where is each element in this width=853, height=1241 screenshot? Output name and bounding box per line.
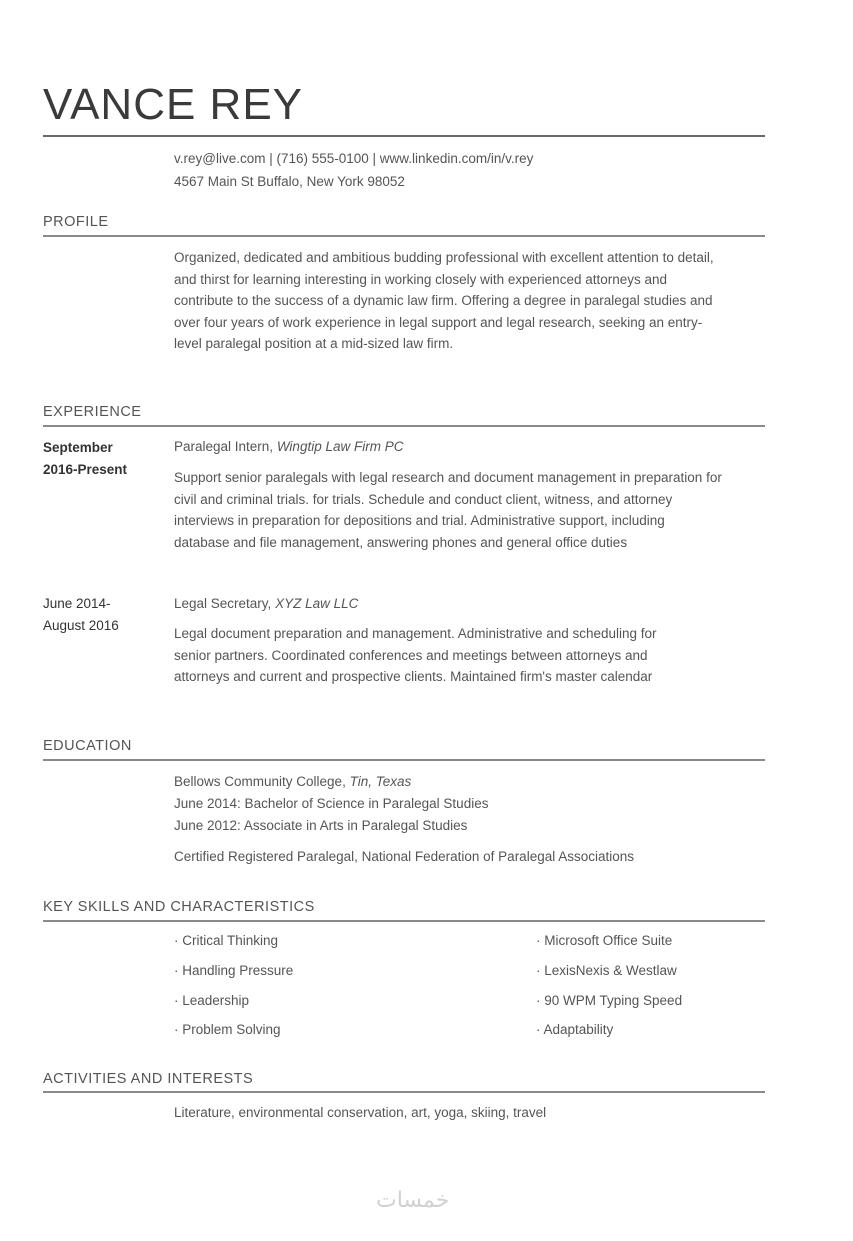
skills-rule [43,920,765,922]
profile-heading: PROFILE [43,214,109,230]
job-2-company: XYZ Law LLC [275,596,359,611]
education-school-name: Bellows Community College, [174,774,350,789]
education-heading: EDUCATION [43,738,132,754]
job-2-description: Legal document preparation and management. Administrative and scheduling for senior partners. Coordinated conferences and meetings between attorneys and attorneys and current and prospective clients. Maintained firm's master calendar [174,626,657,685]
skill-left-4: · Problem Solving [174,1022,281,1037]
job-1-company: Wingtip Law Firm PC [276,439,404,454]
profile-text: Organized, dedicated and ambitious budding professional with excellent attention to detail, and thirst for learning interesting in working closely with experienced attorneys and contribute to the success of a dynamic law firm. Offering a degree in paralegal studies and over four years of work experience in legal support and legal research, seeking an entry-level paralegal position at a mid-sized law firm. [174,250,714,352]
activities-text: Literature, environmental conservation, art, yoga, skiing, travel [174,1105,547,1120]
job-2-role: Legal Secretary, [174,596,276,611]
skill-left-3: · Leadership [174,993,250,1008]
job-2-date-end: August 2016 [43,618,119,633]
skill-left-1: · Critical Thinking [174,933,279,948]
skill-right-4: · Adaptability [536,1022,614,1037]
education-rule [43,759,765,761]
education-location: Tin, Texas [349,774,412,789]
job-2-date-start: June 2014- [43,596,111,611]
experience-heading: EXPERIENCE [43,404,142,420]
header-rule [43,135,765,137]
contact-line-2: 4567 Main St Buffalo, New York 98052 [174,174,405,189]
activities-rule [43,1091,765,1093]
job-2-title [174,596,358,611]
contact-line-1: v.rey@live.com | (716) 555-0100 | www.linkedin.com/in/v.rey [174,151,534,166]
job-1-description: Support senior paralegals with legal research and document management in preparation for civil and criminal trials. for trials. Schedule and conduct client, witness, and attorney interviews in preparation for depositions and trial. Administrative support, including database and file management, answering phones and general office duties [174,470,722,550]
resume-name: VANCE REY [43,80,304,129]
job-1-title [174,439,403,454]
skill-right-2: · LexisNexis & Westlaw [536,963,677,978]
job-1-role: Paralegal Intern, [174,439,277,454]
education-certification: Certified Registered Paralegal, National Federation of Paralegal Associations [174,849,635,864]
skill-right-3: · 90 WPM Typing Speed [536,993,683,1008]
profile-rule [43,235,765,237]
activities-heading: ACTIVITIES AND INTERESTS [43,1071,254,1087]
skills-heading: KEY SKILLS AND CHARACTERISTICS [43,899,315,915]
skill-right-1: · Microsoft Office Suite [536,933,673,948]
watermark-logo: خمسات [376,1188,450,1213]
education-degree-1: June 2014: Bachelor of Science in Paralegal Studies [174,796,489,811]
job-1-date-start: September [43,440,113,455]
experience-rule [43,425,765,427]
skill-left-2: · Handling Pressure [174,963,294,978]
job-1-date-end: 2016-Present [43,462,128,477]
education-school [174,774,411,789]
education-degree-2: June 2012: Associate in Arts in Paralegal Studies [174,818,468,833]
